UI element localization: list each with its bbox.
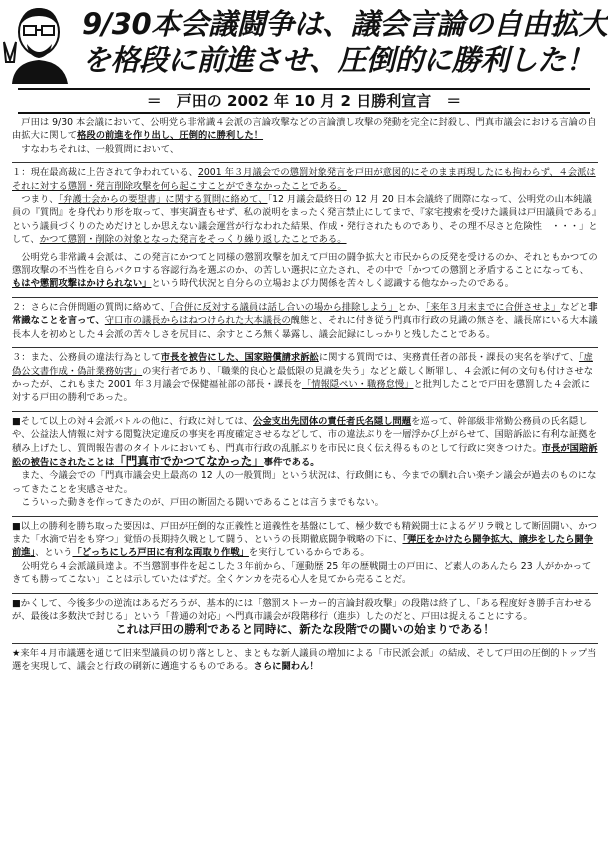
section-6-slogan: これは戸田の勝利であると同時に、新たな段階での闘いの始まりである！ [115,622,495,637]
headline-line-1: 9/30本会議闘争は、議会言論の自由拡大 [82,7,608,41]
section-5: ■以上の勝利を勝ち取った要因は、戸田が圧倒的な正義性と道義性を基盤にして、極少数でも精鋭闘士によるゲリラ戦として断固闘い、かつまた「水滴で岩をも穿つ」覚悟の長期持久戦として闘う、というの長期徹底闘争戦略の下に、「弾圧をかけたら闘争拡大、譲歩をしたら闘争前進」、という「どっちにしろ戸田に有利な両取り作戦」を実行しているからである。 [12,520,598,559]
section-2: ２：さらに合併問題の質問に絡めて、「合併に反対する議員は話し合いの場から排除しよう」とか、「来年３月末までに合併させよ」などと非常識なことを言って、守口市の議長からはねつけられた大本議長の醜態と、それに付き従う門真市行政の見識の無さを、議長席にいる大本議長本人を初めとした４会派の苦々しさを尻目に、余すところ無く暴露し、議会記録にしっかりと残したことである。 [12,301,598,340]
page-header [0,0,608,86]
section-3: ３：また、公務員の違法行為として市長を被告にした、国家賠償請求訴訟に関する質問では、実務責任者の部長・課長の実名を挙げて、「虚偽公文書作成・偽計業務妨害」の実行者であり、「職業的良心と最低限の見識を失う」などと厳しく断罪し、４会派に何の文句も付けさせなかったが、これもまた 2001 年３月議会で保健福祉部の部長・課長を「情報隠ぺい・職務怠慢」と批判したことで戸田を懲罰した４会派に対する戸田の勝利であった。 [12,352,594,404]
headline-line-2: を格段に前進させ、圧倒的に勝利した！ [82,43,595,77]
section-4-conclusion: こういった動きを作ってきたのが、戸田の断固たる闘いであることは言うまでもない。 [21,497,384,509]
divider [12,411,598,412]
divider [12,162,598,163]
headline [82,6,608,78]
intro-paragraph: 戸田は 9/30 本会議において、公明党ら非常識４会派の言論攻撃などの言論潰し攻撃の発動を完全に封殺し、門真市議会における言論の自由拡大に関して格段の前進を作り出し、圧倒的に勝利した！ [12,117,597,142]
divider [12,516,598,517]
victory-declaration-banner: ＝ 戸田の 2002 年 10 月 2 日勝利宣言 ＝ [18,88,590,114]
divider [12,347,598,348]
divider [12,643,598,644]
section-4-detail: また、今議会での「門真市議会史上最高の 12 人の一般質問」という状況は、行政側にも、今までの馴れ合い楽チン議会が過去のものになってきたことを実感させた。 [12,470,597,495]
footer-note: ★来年４月市議選を通じて旧来型議員の切り落としと、まともな新人議員の増加による「市民派会派」の結成、そして戸田の圧倒的トップ当選を実現して、議会と行政の刷新に邁進するものである。さらに闘わん！ [12,647,597,673]
section-6: ■かくして、今後多少の逆流はあるだろうが、基本的には「懲罰ストーカー的言論封殺攻撃」の段階は終了し、「ある程度好き勝手言わせるが、最後は多数決で封じる」という「普通の対応」へ門真市議会が段階移行（進歩）したのだと、戸田は捉えることにする。 [12,597,593,622]
section-1-conclusion: 公明党ら非常識４会派は、この発言にかつてと同様の懲罰攻撃を加えて戸田の闘争拡大と市民からの反発を受けるのか、それともかつての懲罰攻撃の不当性を自らバクロする容認行為を選ぶのか、の苦しい選択に立たされ、その中で「かつての懲罰と矛盾することになっても、もはや懲罰攻撃はかけられない」という時代状況と自分らの立場および力関係を苦々しく認識する他なかったのである。 [12,251,598,290]
article-body [12,116,598,674]
section-1: １：現在最高裁に上告されて争われている、2001 年３月議会での懲罰対象発言を戸田が意図的にそのまま再現したにも拘わらず、４会派はそれに対する懲罰・発言削除攻撃を何ら起こすことができなかったことである。 [12,167,596,192]
intro-paragraph-2: すなわちそれは、一般質問において、 [21,143,180,155]
divider [12,593,598,594]
section-1-detail: つまり、「弁護士会からの要望書」に関する質問に絡めて、「12 月議会最終日の 12 月 20 日本会議終了間際になって、公明党の山本純議員の『質問』を身代わり形を取って、事実調査もせず、私の説明をまったく発言禁止にしてまで、『家宅捜索を受けた議員は戸田議員である』という議員づくりのためだけとしか思えない議会運営が行なわれた結果、作成・発行されたものであり、その理不尽さと危険性 ・・・」として、かつて懲罰・削除の対象となった発言をそっくり繰り返したことである。 [12,194,598,246]
section-5-detail: 公明党ら４会派議員達よ。不当懲罰事件を起こした３年前から、「運動歴 25 年の歴戦闘士の戸田に、ど素人のあんたら 23 人がかかってきても勝ってこない」ことは示していたはずだ。全くケンカを売る心人を見てから売ることだ。 [12,560,592,586]
section-4: ■そして以上の対４会派バトルの他に、行政に対しては、公金支出先団体の責任者氏名隠し問題を巡って、幹部級非常勤公務員の氏名隠しや、公益法人情報に対する閲覧決定違反の事実を再度確定させるなどして、市の違法ぶりを一層浮かび上がらせて、国賠訴訟に有利な証拠を積み上げたし、質問報告書のタイトルにおいても、門真市行政の乱脈ぶりを市民に良く伝え得るものとして行政に突きつけた。市長が国賠訴訟の被告にされたことは「門真市でかつてなかった」事件である。 [12,415,598,468]
divider [12,297,598,298]
author-portrait [2,2,72,84]
